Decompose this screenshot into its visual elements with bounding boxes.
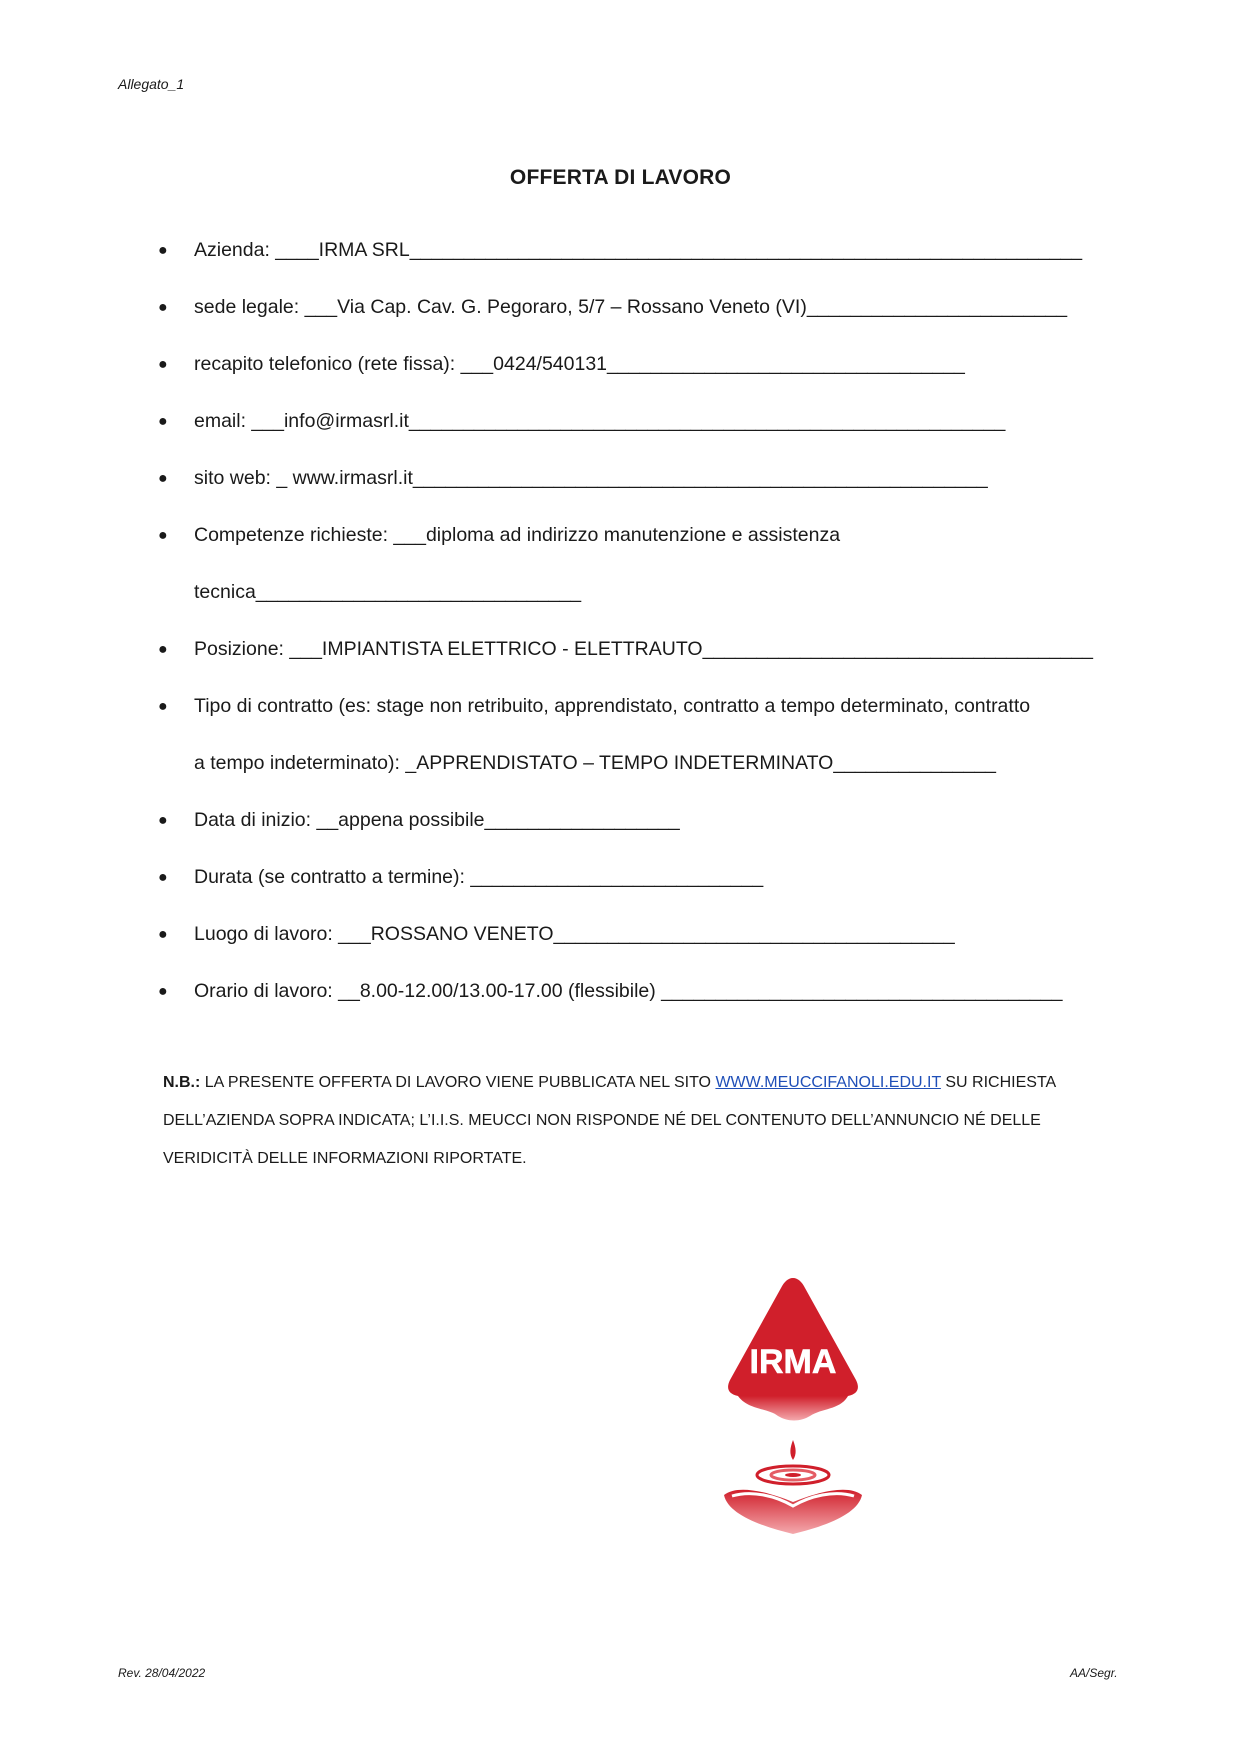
bullet-icon: ●: [158, 926, 168, 943]
field-website: [158, 450, 1138, 507]
bullet-icon: ●: [158, 812, 168, 829]
field-text: Posizione: ___IMPIANTISTA ELETTRICO - ELETTRAUTO____________________________________: [194, 638, 1093, 660]
revision-date: Rev. 28/04/2022: [118, 1666, 206, 1680]
logo-text: IRMA: [749, 1343, 837, 1381]
note-text-1: LA PRESENTE OFFERTA DI LAVORO VIENE PUBBLICATA NEL SITO: [200, 1074, 716, 1091]
bullet-icon: ●: [158, 698, 168, 715]
irma-logo: [718, 1270, 868, 1545]
field-text: recapito telefonico (rete fissa): ___0424/540131_________________________________: [194, 353, 965, 375]
note-text-2: SU RICHIESTA DELL’AZIENDA SOPRA INDICATA; L’I.I.S. MEUCCI NON RISPONDE NÉ DEL CONTENUTO DELL’ANNUNCIO NÉ DELLE VERIDICITÀ DELLE INFORMAZIONI RIPORTATE.: [163, 1074, 1056, 1167]
field-position: [158, 621, 1138, 678]
bullet-icon: ●: [158, 242, 168, 259]
field-text: Orario di lavoro: __8.00-12.00/13.00-17.00 (flessibile) _____________________________________: [194, 980, 1063, 1002]
field-email: [158, 393, 1138, 450]
field-phone: [158, 336, 1138, 393]
field-location: [158, 906, 1138, 963]
note-prefix: N.B.:: [163, 1074, 201, 1091]
bullet-icon: ●: [158, 470, 168, 487]
field-text: Luogo di lavoro: ___ROSSANO VENETO_____________________________________: [194, 923, 955, 945]
field-text: Tipo di contratto (es: stage non retribuito, apprendistato, contratto a tempo determinato, contratto: [194, 695, 1031, 717]
field-contract-type: [158, 678, 1138, 792]
field-text-continuation: tecnica______________________________: [194, 581, 582, 603]
bullet-icon: ●: [158, 983, 168, 1000]
field-start-date: [158, 792, 1138, 849]
field-text: Data di inizio: __appena possibile__________________: [194, 809, 680, 831]
field-legal-seat: [158, 279, 1138, 336]
field-text: sito web: _ www.irmasrl.it_____________________________________________________: [194, 467, 988, 489]
bullet-icon: ●: [158, 869, 168, 886]
field-text: Competenze richieste: ___diploma ad indirizzo manutenzione e assistenza: [194, 524, 841, 546]
bullet-icon: ●: [158, 641, 168, 658]
disclaimer-note: [163, 1064, 1123, 1178]
field-text: Azienda: ____IRMA SRL______________________________________________________________: [194, 239, 1083, 261]
bullet-icon: ●: [158, 356, 168, 373]
field-text: email: ___info@irmasrl.it_______________________________________________________: [194, 410, 1006, 432]
field-company: [158, 222, 1138, 279]
field-skills: [158, 507, 1138, 621]
logo-drop: [724, 1440, 862, 1534]
field-text: sede legale: ___Via Cap. Cav. G. Pegoraro, 5/7 – Rossano Veneto (VI)________________________: [194, 296, 1068, 318]
field-text: Durata (se contratto a termine): ___________________________: [194, 866, 764, 888]
field-duration: [158, 849, 1138, 906]
school-site-link[interactable]: WWW.MEUCCIFANOLI.EDU.IT: [715, 1074, 941, 1091]
page-title: OFFERTA DI LAVORO: [509, 166, 732, 189]
bullet-icon: ●: [158, 527, 168, 544]
bullet-icon: ●: [158, 413, 168, 430]
field-text-continuation: a tempo indeterminato): _APPRENDISTATO – TEMPO INDETERMINATO_______________: [194, 752, 997, 774]
attachment-label: Allegato_1: [118, 76, 185, 92]
bullet-icon: ●: [158, 299, 168, 316]
office-code: AA/Segr.: [1070, 1666, 1118, 1680]
logo-triangle: [728, 1278, 858, 1421]
job-fields-list: [158, 222, 1138, 1020]
field-hours: [158, 963, 1138, 1020]
